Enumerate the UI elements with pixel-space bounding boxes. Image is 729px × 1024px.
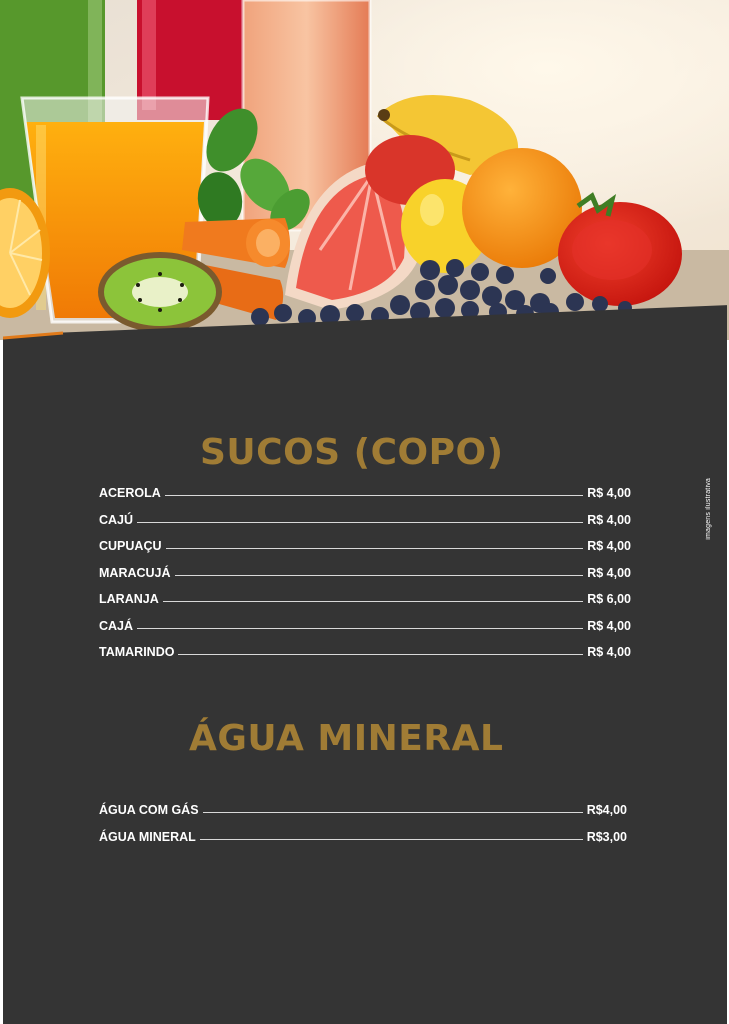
section-title-sucos: SUCOS (COPO) <box>200 432 504 473</box>
item-price: R$ 6,00 <box>587 592 631 606</box>
list-item <box>99 619 631 646</box>
item-price: R$ 4,00 <box>587 486 631 500</box>
dotted-leader <box>178 654 583 655</box>
illustrative-images-note: imagens ilustrativa <box>705 478 712 540</box>
dotted-leader <box>165 495 583 496</box>
item-price: R$4,00 <box>586 803 627 817</box>
item-name: MARACUJÁ <box>99 565 171 580</box>
list-item <box>99 592 631 619</box>
item-name: LARANJA <box>99 592 159 606</box>
item-price: R$ 4,00 <box>587 512 631 527</box>
item-name: TAMARINDO <box>99 645 175 659</box>
item-name: ÁGUA COM GÁS <box>99 803 199 817</box>
item-price: R$ 4,00 <box>587 618 631 633</box>
dotted-leader <box>163 601 583 602</box>
dotted-leader <box>137 522 583 523</box>
dotted-leader <box>200 839 583 840</box>
item-price: R$3,00 <box>586 829 627 844</box>
list-item <box>99 566 631 593</box>
item-name: ÁGUA MINERAL <box>99 829 196 844</box>
list-item <box>99 803 627 830</box>
item-name: ACEROLA <box>99 486 161 500</box>
agua-list <box>99 803 627 856</box>
list-item <box>99 830 627 857</box>
section-title-agua: ÁGUA MINERAL <box>189 718 504 759</box>
item-price: R$ 4,00 <box>587 645 631 659</box>
item-price: R$ 4,00 <box>587 539 631 553</box>
dotted-leader <box>137 628 583 629</box>
list-item <box>99 513 631 540</box>
dotted-leader <box>175 575 584 576</box>
list-item <box>99 539 631 566</box>
item-name: CAJÁ <box>99 618 134 633</box>
item-name: CUPUAÇU <box>99 539 162 553</box>
dotted-leader <box>166 548 584 549</box>
list-item <box>99 645 631 672</box>
list-item <box>99 486 631 513</box>
sucos-list <box>99 486 631 672</box>
dotted-leader <box>203 812 583 813</box>
item-price: R$ 4,00 <box>587 565 631 580</box>
item-name: CAJÚ <box>99 512 134 527</box>
